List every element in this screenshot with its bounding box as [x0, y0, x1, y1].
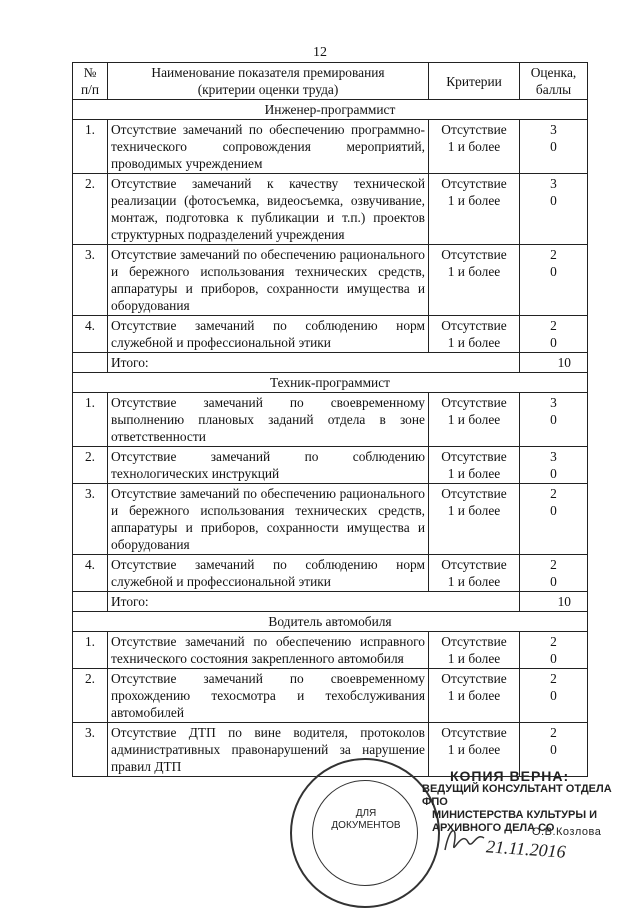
row-criteria — [429, 447, 520, 484]
criteria-one-or-more: 1 и более — [447, 742, 501, 757]
section-title: Техник-программист — [73, 373, 588, 393]
certify-department: АРХИВНОГО ДЕЛА СО — [432, 822, 555, 834]
row-scores — [520, 669, 588, 723]
row-number: 4. — [73, 555, 108, 592]
row-number: 2. — [73, 174, 108, 245]
table-row — [73, 393, 588, 447]
criteria-one-or-more: 1 и более — [447, 193, 501, 208]
row-indicator: Отсутствие замечаний к качеству технической реализации (фотосъемка, видеосъемка, озвучивание, монтаж, подготовка к публикации и т.п.) проектов структурных подразделений учреждения — [108, 174, 429, 245]
criteria-none: Отсутствие — [441, 449, 507, 464]
score-one-or-more: 0 — [550, 742, 557, 757]
criteria-one-or-more: 1 и более — [447, 574, 501, 589]
score-none: 3 — [550, 176, 557, 191]
signer-name: О.В.Козлова — [532, 826, 602, 838]
score-none: 2 — [550, 671, 557, 686]
criteria-none: Отсутствие — [441, 122, 507, 137]
header-criteria: Критерии — [429, 63, 520, 100]
score-none: 3 — [550, 395, 557, 410]
row-number: 1. — [73, 632, 108, 669]
score-one-or-more: 0 — [550, 574, 557, 589]
header-num: № п/п — [73, 63, 108, 100]
total-row — [73, 592, 588, 612]
criteria-one-or-more: 1 и более — [447, 139, 501, 154]
score-one-or-more: 0 — [550, 139, 557, 154]
criteria-none: Отсутствие — [441, 557, 507, 572]
score-none: 2 — [550, 486, 557, 501]
row-scores — [520, 245, 588, 316]
row-criteria — [429, 393, 520, 447]
row-criteria — [429, 316, 520, 353]
table-row — [73, 447, 588, 484]
section-header-row — [73, 100, 588, 120]
total-row — [73, 353, 588, 373]
criteria-none: Отсутствие — [441, 247, 507, 262]
criteria-one-or-more: 1 и более — [447, 503, 501, 518]
row-indicator: Отсутствие замечаний по обеспечению исправного технического состояния закрепленного автомобиля — [108, 632, 429, 669]
table-row — [73, 632, 588, 669]
criteria-one-or-more: 1 и более — [447, 412, 501, 427]
table-row — [73, 120, 588, 174]
row-indicator: Отсутствие ДТП по вине водителя, протоколов административных правонарушений за нарушение правил ДТП — [108, 723, 429, 777]
row-criteria — [429, 174, 520, 245]
section-header-row — [73, 373, 588, 393]
row-number: 2. — [73, 447, 108, 484]
page-number: 12 — [313, 45, 327, 60]
row-scores — [520, 632, 588, 669]
total-value: 10 — [520, 353, 588, 373]
score-none: 2 — [550, 557, 557, 572]
table-row — [73, 245, 588, 316]
bonus-criteria-table — [72, 62, 588, 777]
criteria-none: Отсутствие — [441, 395, 507, 410]
criteria-none: Отсутствие — [441, 725, 507, 740]
table-header-row — [73, 63, 588, 100]
score-none: 3 — [550, 449, 557, 464]
score-one-or-more: 0 — [550, 503, 557, 518]
score-one-or-more: 0 — [550, 193, 557, 208]
signature-date: 21.11.2016 — [485, 836, 567, 862]
row-indicator: Отсутствие замечаний по обеспечению рационального и бережного использования технических средств, аппаратуры и приборов, сохранности имущества и оборудования — [108, 245, 429, 316]
certify-ministry: МИНИСТЕРСТВА КУЛЬТУРЫ И — [432, 809, 598, 821]
row-number: 3. — [73, 245, 108, 316]
certify-position: ВЕДУЩИЙ КОНСУЛЬТАНТ ОТДЕЛА ФПО — [422, 783, 612, 808]
row-indicator: Отсутствие замечаний по соблюдению технологических инструкций — [108, 447, 429, 484]
criteria-one-or-more: 1 и более — [447, 466, 501, 481]
row-scores — [520, 393, 588, 447]
section-header-row — [73, 612, 588, 632]
section-title: Инженер-программист — [73, 100, 588, 120]
row-number: 2. — [73, 669, 108, 723]
row-indicator: Отсутствие замечаний по соблюдению норм служебной и профессиональной этики — [108, 555, 429, 592]
organization-stamp — [290, 758, 440, 908]
row-number: 1. — [73, 393, 108, 447]
row-indicator: Отсутствие замечаний по соблюдению норм служебной и профессиональной этики — [108, 316, 429, 353]
signature-mark — [440, 820, 490, 860]
criteria-none: Отсутствие — [441, 671, 507, 686]
score-none: 2 — [550, 634, 557, 649]
total-empty-cell — [73, 353, 108, 373]
row-criteria — [429, 669, 520, 723]
row-number: 3. — [73, 723, 108, 777]
row-scores — [520, 174, 588, 245]
total-label: Итого: — [108, 353, 520, 373]
header-name: Наименование показателя премирования (критерии оценки труда) — [108, 63, 429, 100]
row-scores — [520, 316, 588, 353]
criteria-one-or-more: 1 и более — [447, 688, 501, 703]
score-one-or-more: 0 — [550, 651, 557, 666]
score-none: 3 — [550, 122, 557, 137]
criteria-none: Отсутствие — [441, 486, 507, 501]
table-row — [73, 316, 588, 353]
row-indicator: Отсутствие замечаний по обеспечению рационального и бережного использования технических средств, аппаратуры и приборов, сохранности имущества и оборудования — [108, 484, 429, 555]
row-number: 3. — [73, 484, 108, 555]
row-criteria — [429, 555, 520, 592]
row-criteria — [429, 120, 520, 174]
total-label: Итого: — [108, 592, 520, 612]
table-row — [73, 555, 588, 592]
row-criteria — [429, 632, 520, 669]
stamp-text: ДЛЯ ДОКУМЕНТОВ — [331, 808, 401, 831]
row-scores — [520, 484, 588, 555]
score-one-or-more: 0 — [550, 688, 557, 703]
criteria-none: Отсутствие — [441, 634, 507, 649]
score-one-or-more: 0 — [550, 466, 557, 481]
criteria-none: Отсутствие — [441, 318, 507, 333]
row-criteria — [429, 484, 520, 555]
row-scores — [520, 447, 588, 484]
total-empty-cell — [73, 592, 108, 612]
row-scores — [520, 555, 588, 592]
certify-copy-true: КОПИЯ ВЕРНА: — [450, 768, 570, 784]
table-row — [73, 174, 588, 245]
row-indicator: Отсутствие замечаний по своевременному прохождению техосмотра и техобслуживания автомобилей — [108, 669, 429, 723]
total-value: 10 — [520, 592, 588, 612]
criteria-none: Отсутствие — [441, 176, 507, 191]
row-scores — [520, 120, 588, 174]
score-one-or-more: 0 — [550, 412, 557, 427]
score-one-or-more: 0 — [550, 335, 557, 350]
criteria-one-or-more: 1 и более — [447, 651, 501, 666]
row-number: 1. — [73, 120, 108, 174]
table-row — [73, 669, 588, 723]
header-score: Оценка, баллы — [520, 63, 588, 100]
row-criteria — [429, 245, 520, 316]
row-indicator: Отсутствие замечаний по своевременному выполнению плановых заданий отдела в зоне ответственности — [108, 393, 429, 447]
criteria-one-or-more: 1 и более — [447, 335, 501, 350]
score-one-or-more: 0 — [550, 264, 557, 279]
score-none: 2 — [550, 725, 557, 740]
row-number: 4. — [73, 316, 108, 353]
criteria-one-or-more: 1 и более — [447, 264, 501, 279]
table-body — [73, 100, 588, 777]
stamp-inner-ring — [312, 780, 418, 886]
table-row — [73, 484, 588, 555]
section-title: Водитель автомобиля — [73, 612, 588, 632]
score-none: 2 — [550, 318, 557, 333]
score-none: 2 — [550, 247, 557, 262]
row-indicator: Отсутствие замечаний по обеспечению программно-технического сопровождения мероприятий, проводимых учреждением — [108, 120, 429, 174]
